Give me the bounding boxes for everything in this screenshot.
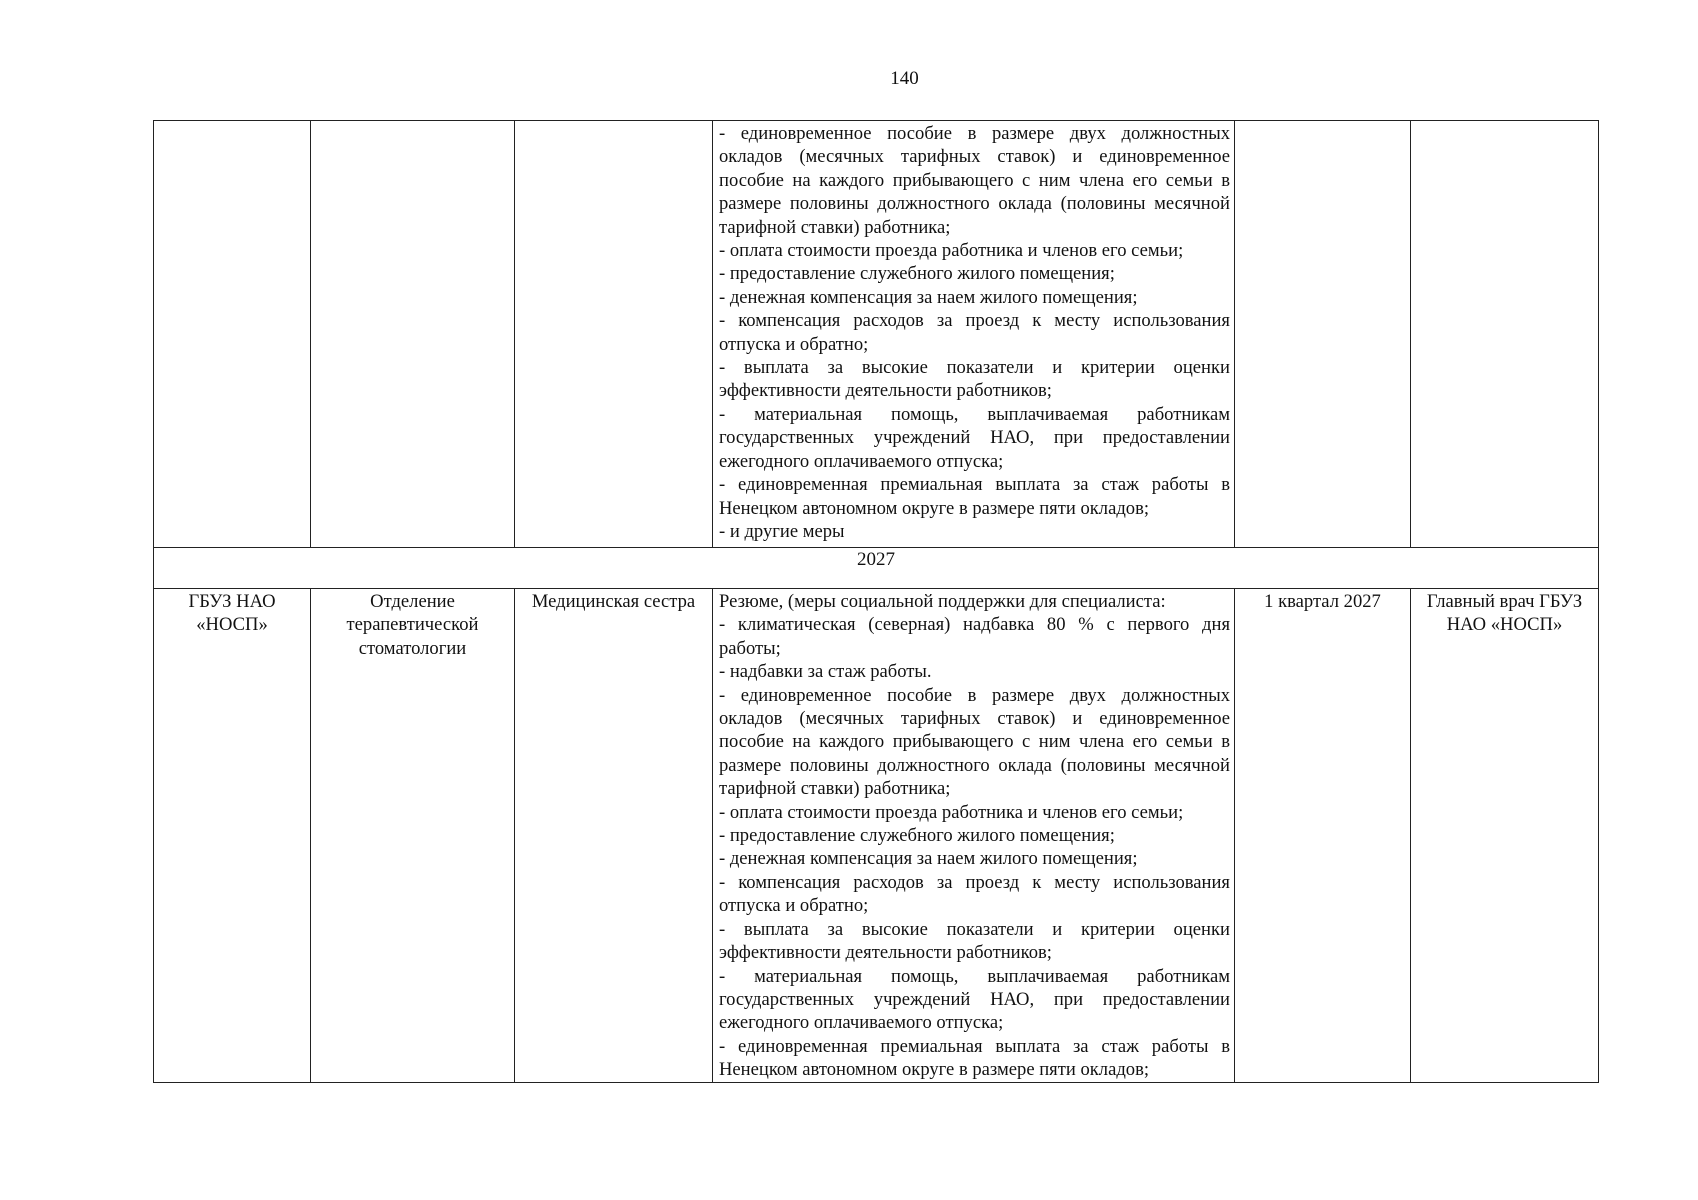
measure-item: - единовременная премиальная выплата за стаж работы в Ненецком автономном округе в размере пяти окладов; (719, 1035, 1230, 1081)
cell-institution-empty (154, 121, 311, 548)
measure-item: - выплата за высокие показатели и критерии оценки эффективности деятельности работников; (719, 918, 1230, 964)
measure-item: - единовременное пособие в размере двух должностных окладов (месячных тарифных ставок) и единовременное пособие на каждого прибывающего с ним члена его семьи в размере половины должностного оклада (половины месячной тарифной ставки) работника; (719, 684, 1230, 800)
table-row-continuation (154, 121, 1599, 548)
measure-item: Резюме, (меры социальной поддержки для специалиста: (719, 591, 1166, 612)
measure-item: - компенсация расходов за проезд к месту использования отпуска и обратно; (719, 871, 1230, 917)
cell-responsible: Главный врач ГБУЗ НАО «НОСП» (1411, 589, 1599, 1083)
cell-deadline: 1 квартал 2027 (1235, 589, 1411, 1083)
measure-item: - компенсация расходов за проезд к месту использования отпуска и обратно; (719, 310, 1230, 355)
table-row-entry (154, 589, 1599, 1083)
measure-item: - и другие меры (719, 520, 845, 542)
measure-item: - материальная помощь, выплачиваемая работникам государственных учреждений НАО, при предоставлении ежегодного оплачиваемого отпуска; (719, 965, 1230, 1034)
measure-item: - денежная компенсация за наем жилого помещения; (719, 286, 1138, 308)
table-row-year (154, 548, 1599, 589)
cell-position-empty (515, 121, 713, 548)
measure-item: - единовременная премиальная выплата за стаж работы в Ненецком автономном округе в размере пяти окладов; (719, 474, 1230, 519)
measure-item: - денежная компенсация за наем жилого помещения; (719, 848, 1138, 870)
measure-item: - материальная помощь, выплачиваемая работникам государственных учреждений НАО, при предоставлении ежегодного оплачиваемого отпуска; (719, 403, 1230, 472)
cell-measures-continuation (713, 121, 1235, 548)
cell-department: Отделение терапевтической стоматологии (311, 589, 515, 1083)
cell-deadline-empty (1235, 121, 1411, 548)
page-number: 140 (890, 68, 919, 89)
measure-item: - оплата стоимости проезда работника и членов его семьи; (719, 801, 1184, 823)
year-heading: 2027 (154, 548, 1599, 589)
cell-department-empty (311, 121, 515, 548)
cell-position: Медицинская сестра (515, 589, 713, 1083)
cell-institution: ГБУЗ НАО «НОСП» (154, 589, 311, 1083)
measure-item: - предоставление служебного жилого помещения; (719, 263, 1115, 285)
measures-table (153, 120, 1599, 1083)
measure-item: - выплата за высокие показатели и критерии оценки эффективности деятельности работников; (719, 357, 1230, 402)
measure-item: - надбавки за стаж работы. (719, 661, 932, 683)
measure-item: - оплата стоимости проезда работника и членов его семьи; (719, 240, 1184, 262)
cell-responsible-empty (1411, 121, 1599, 548)
cell-measures (713, 589, 1235, 1083)
measure-item: - климатическая (северная) надбавка 80 % с первого дня работы; (719, 614, 1230, 659)
measure-item: - предоставление служебного жилого помещения; (719, 825, 1115, 847)
measure-item: - единовременное пособие в размере двух должностных окладов (месячных тарифных ставок) и единовременное пособие на каждого прибывающего с ним члена его семьи в размере половины должностного оклада (половины месячной тарифной ставки) работника; (719, 123, 1230, 238)
